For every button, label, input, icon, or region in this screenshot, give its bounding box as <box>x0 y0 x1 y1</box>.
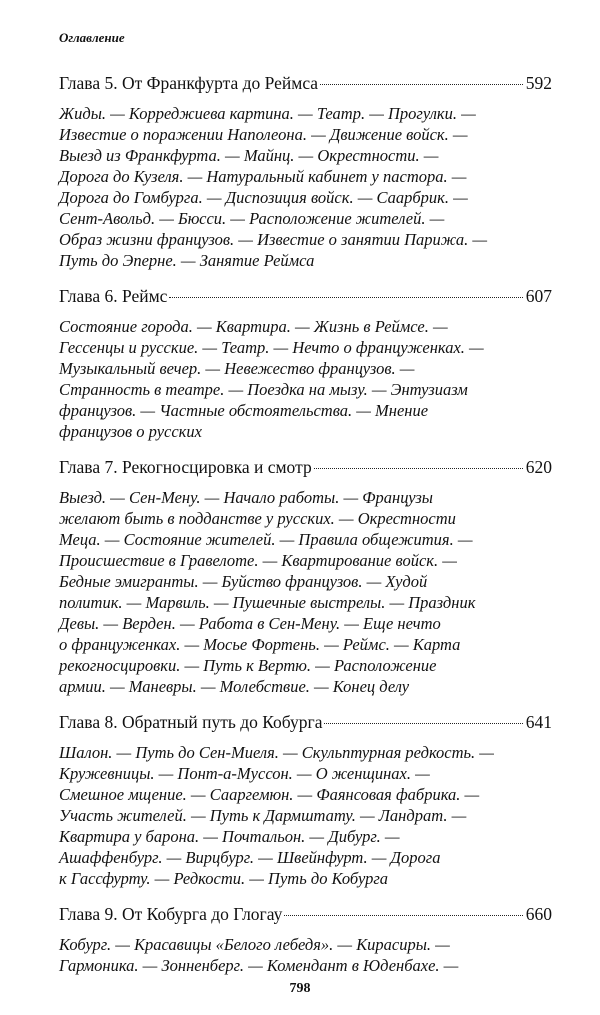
summary-line: французов о русских <box>59 422 202 441</box>
summary-line: Кружевницы. — Понт-а-Муссон. — О женщинах. — <box>59 764 430 783</box>
summary-line: желают быть в подданстве у русских. — Окрестности <box>59 509 456 528</box>
chapter-heading <box>59 285 552 307</box>
summary-line: к Гассфурту. — Редкости. — Путь до Кобурга <box>59 869 389 888</box>
summary-line: Меца. — Состояние жителей. — Правила общежития. — <box>59 530 473 549</box>
summary-line: Происшествие в Гравелоте. — Квартирование войск. — <box>59 551 457 570</box>
dot-leader <box>324 723 522 724</box>
summary-line: Состояние города. — Квартира. — Жизнь в Реймсе. — <box>59 317 448 336</box>
summary-line: армии. — Маневры. — Молебствие. — Конец делу <box>59 677 410 696</box>
dot-leader <box>169 297 522 298</box>
dot-leader <box>314 468 523 469</box>
chapter-page: 660 <box>525 904 552 924</box>
chapter-page: 592 <box>525 73 552 93</box>
summary-line: Музыкальный вечер. — Невежество французов. — <box>59 359 415 378</box>
running-head: Оглавление <box>59 30 125 45</box>
chapter-heading <box>59 72 552 94</box>
chapter-page: 620 <box>525 457 552 477</box>
summary-line: Образ жизни французов. — Известие о занятии Парижа. — <box>59 230 488 249</box>
summary-line: Дорога до Кузеля. — Натуральный кабинет у пастора. — <box>59 167 467 186</box>
summary-line: Кобург. — Красавицы «Белого лебедя». — Кирасиры. — <box>59 935 450 954</box>
summary-line: Ашаффенбург. — Вирцбург. — Швейнфурт. — Дорога <box>59 848 441 867</box>
chapter-summary <box>59 316 552 442</box>
summary-line: Шалон. — Путь до Сен-Миеля. — Скульптурная редкость. — <box>59 743 494 762</box>
chapter-page: 641 <box>525 712 552 732</box>
summary-line: рекогносцировки. — Путь к Вертю. — Расположение <box>59 656 437 675</box>
summary-line: Девы. — Верден. — Работа в Сен-Мену. — Еще нечто <box>59 614 441 633</box>
summary-line: Гессенцы и русские. — Театр. — Нечто о француженках. — <box>59 338 484 357</box>
chapter-heading <box>59 903 552 925</box>
summary-line: Выезд. — Сен-Мену. — Начало работы. — Французы <box>59 488 433 507</box>
chapter-summary <box>59 742 552 889</box>
chapter-page: 607 <box>525 286 552 306</box>
summary-line: Выезд из Франкфурта. — Майнц. — Окрестности. — <box>59 146 439 165</box>
summary-line: Странность в театре. — Поездка на мызу. — Энтузиазм <box>59 380 468 399</box>
chapter-title: Глава 8. Обратный путь до Кобурга <box>59 712 323 732</box>
chapter-title: Глава 5. От Франкфурта до Реймса <box>59 73 319 93</box>
summary-line: Бедные эмигранты. — Буйство французов. — Худой <box>59 572 428 591</box>
summary-line: Участь жителей. — Путь к Дармштату. — Ландрат. — <box>59 806 467 825</box>
chapter-heading <box>59 456 552 478</box>
summary-line: Известие о поражении Наполеона. — Движение войск. — <box>59 125 468 144</box>
chapter-summary <box>59 934 552 976</box>
chapter-heading <box>59 711 552 733</box>
toc-chapter <box>59 285 552 442</box>
summary-line: о француженках. — Мосье Фортень. — Реймс. — Карта <box>59 635 461 654</box>
dot-leader <box>284 915 522 916</box>
chapter-title: Глава 6. Реймс <box>59 286 168 306</box>
table-of-contents <box>59 72 552 990</box>
chapter-summary <box>59 487 552 697</box>
summary-line: политик. — Марвиль. — Пушечные выстрелы. — Праздник <box>59 593 476 612</box>
summary-line: Квартира у барона. — Почтальон. — Дибург. — <box>59 827 400 846</box>
dot-leader <box>320 84 523 85</box>
summary-line: Гармоника. — Зонненберг. — Комендант в Юденбахе. — <box>59 956 459 975</box>
toc-chapter <box>59 903 552 976</box>
summary-line: Смешное мщение. — Сааргемюн. — Фаянсовая фабрика. — <box>59 785 480 804</box>
chapter-title: Глава 9. От Кобурга до Глогау <box>59 904 283 924</box>
chapter-summary <box>59 103 552 271</box>
toc-chapter <box>59 711 552 889</box>
summary-line: Дорога до Гомбурга. — Диспозиция войск. — Саарбрик. — <box>59 188 468 207</box>
toc-chapter <box>59 72 552 271</box>
summary-line: Путь до Эперне. — Занятие Реймса <box>59 251 315 270</box>
toc-chapter <box>59 456 552 697</box>
summary-line: Сент-Авольд. — Бюсси. — Расположение жителей. — <box>59 209 445 228</box>
chapter-title: Глава 7. Рекогносцировка и смотр <box>59 457 312 477</box>
summary-line: Жиды. — Корреджиева картина. — Театр. — Прогулки. — <box>59 104 476 123</box>
page-number: 798 <box>289 981 311 996</box>
summary-line: французов. — Частные обстоятельства. — Мнение <box>59 401 429 420</box>
